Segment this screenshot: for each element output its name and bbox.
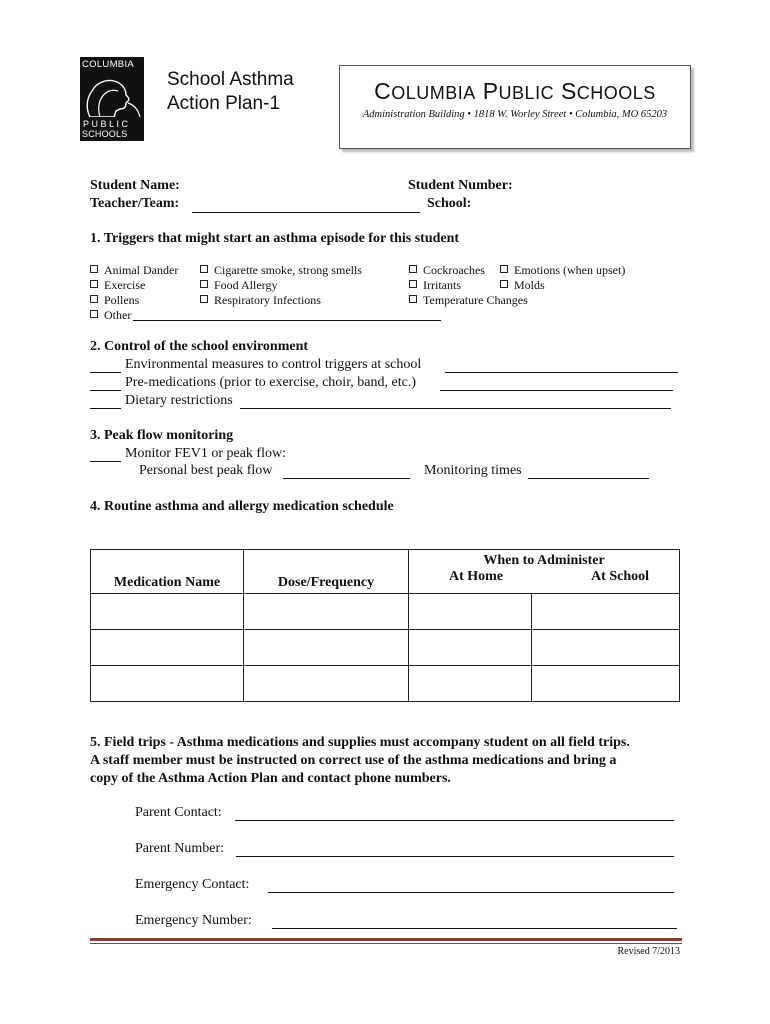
plan-title-line2: Action Plan-1 [167,93,281,114]
parent-number-label: Parent Number: [135,841,225,856]
monitoring-times-field[interactable] [528,463,649,479]
at-home-cell[interactable] [409,630,532,666]
col-when-to-administer: When to Administer At Home At School [409,550,680,594]
plan-title-line1: School Asthma [167,69,294,90]
table-row [91,594,680,630]
env-measures-check[interactable] [90,357,121,373]
dietary-restrictions-label: Dietary restrictions [125,393,233,408]
dose-frequency-cell[interactable] [244,630,409,666]
trigger-exercise[interactable]: Exercise [90,278,145,293]
trigger-temperature-changes[interactable]: Temperature Changes [409,293,528,308]
dietary-restrictions-check[interactable] [90,393,121,409]
monitoring-times-label: Monitoring times [424,463,522,478]
parent-contact-label: Parent Contact: [135,805,222,820]
medication-name-cell[interactable] [91,594,244,630]
medication-name-cell[interactable] [91,630,244,666]
trigger-other[interactable]: Other [90,308,131,323]
col-at-home: At Home [449,569,504,584]
dose-frequency-cell[interactable] [244,594,409,630]
logo-bottom-line1: PUBLIC [83,119,131,129]
emergency-contact-field[interactable] [268,877,674,893]
table-row [91,666,680,702]
footer-rule [90,938,682,941]
parent-number-field[interactable] [236,841,674,857]
medication-table [90,549,680,702]
trigger-irritants[interactable]: Irritants [409,278,461,293]
trigger-other-field[interactable] [133,307,441,321]
col-at-school: At School [591,569,649,584]
at-school-cell[interactable] [532,630,680,666]
header-box [339,65,691,149]
trigger-pollens[interactable]: Pollens [90,293,139,308]
columbia-schools-logo [80,57,144,141]
peak-flow-monitor-label: Monitor FEV1 or peak flow: [125,446,286,461]
medication-table-header [91,550,680,594]
pre-medications-field[interactable] [440,375,673,391]
trigger-emotions[interactable]: Emotions (when upset) [500,263,625,278]
trigger-animal-dander[interactable]: Animal Dander [90,263,178,278]
emergency-number-field[interactable] [272,913,677,929]
revised-date: Revised 7/2013 [617,946,680,957]
peak-flow-check[interactable] [90,446,121,462]
env-measures-label: Environmental measures to control triggers at school [125,357,422,372]
plan-title [167,68,294,116]
personal-best-label: Personal best peak flow [139,463,273,478]
pre-medications-check[interactable] [90,375,121,391]
col-dose-frequency: Dose/Frequency [244,550,409,594]
at-home-cell[interactable] [409,666,532,702]
teacher-team-field[interactable] [192,196,420,213]
trigger-cigarette-smoke[interactable]: Cigarette smoke, strong smells [200,263,362,278]
silhouette-icon [80,73,144,117]
env-measures-field[interactable] [445,357,678,373]
org-name: COLUMBIA PUBLIC SCHOOLS [374,78,656,104]
trigger-respiratory-infections[interactable]: Respiratory Infections [200,293,321,308]
section5-line3: copy of the Asthma Action Plan and contact phone numbers. [90,771,451,786]
section4-heading: 4. Routine asthma and allergy medication schedule [90,499,394,514]
section2-heading: 2. Control of the school environment [90,339,309,354]
section1-heading: 1. Triggers that might start an asthma episode for this student [90,231,460,246]
at-home-cell[interactable] [409,594,532,630]
logo-bottom-line2: SCHOOLS [82,129,128,139]
emergency-number-label: Emergency Number: [135,913,252,928]
dose-frequency-cell[interactable] [244,666,409,702]
pre-medications-label: Pre-medications (prior to exercise, choir, band, etc.) [125,375,416,390]
section5-line1: 5. Field trips - Asthma medications and supplies must accompany student on all field trips. [90,735,630,750]
trigger-food-allergy[interactable]: Food Allergy [200,278,277,293]
trigger-cockroaches[interactable]: Cockroaches [409,263,485,278]
footer-rule-thin [90,943,682,944]
emergency-contact-label: Emergency Contact: [135,877,250,892]
at-school-cell[interactable] [532,666,680,702]
personal-best-field[interactable] [283,463,410,479]
student-number-label: Student Number: [408,178,513,193]
parent-contact-field[interactable] [235,805,674,821]
logo-top-text: COLUMBIA [82,59,135,70]
teacher-team-label: Teacher/Team: [90,196,180,211]
trigger-molds[interactable]: Molds [500,278,545,293]
medication-name-cell[interactable] [91,666,244,702]
col-medication-name: Medication Name [91,550,244,594]
school-label: School: [427,196,472,211]
student-name-label: Student Name: [90,178,180,193]
org-address: Administration Building • 1818 W. Worley Street • Columbia, MO 65203 [362,109,668,120]
section5-line2: A staff member must be instructed on correct use of the asthma medications and bring a [90,753,617,768]
dietary-restrictions-field[interactable] [240,393,671,409]
table-row [91,630,680,666]
section3-heading: 3. Peak flow monitoring [90,428,234,443]
at-school-cell[interactable] [532,594,680,630]
